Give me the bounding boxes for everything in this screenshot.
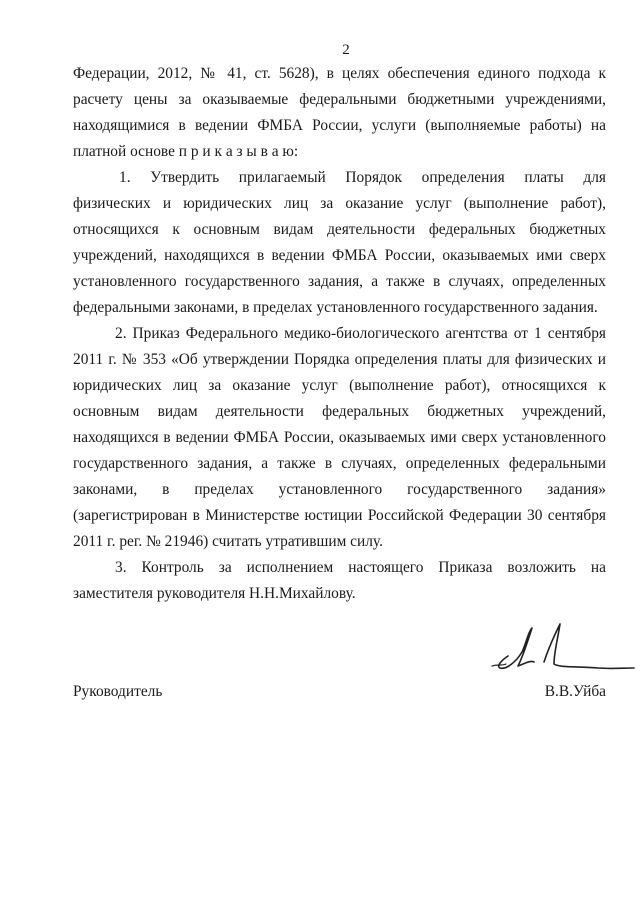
text-line: платной основе п р и к а з ы в а ю: xyxy=(73,143,299,160)
text-line: 1. Утвердить прилагаемый Порядок определения платы для xyxy=(119,169,606,186)
text-line: 2. Приказ Федерального медико-биологического агентства от 1 сентября xyxy=(115,325,606,342)
text-line: 2011 г. рег. № 21946) считать утратившим силу. xyxy=(73,533,383,550)
text-line: учреждений, находящихся в ведении ФМБА России, оказываемых ими сверх xyxy=(73,247,606,264)
text-line: установленного государственного задания, а также в случаях, определенных xyxy=(73,273,606,290)
text-line: находящихся в ведении ФМБА России, оказываемых ими сверх установленного xyxy=(73,429,606,446)
text-line: основным видам деятельности федеральных бюджетных учреждений, xyxy=(73,403,606,420)
text-line: государственного задания, а также в случаях, определенных федеральными xyxy=(73,455,606,472)
text-line: законами, в пределах установленного государственного задания» xyxy=(73,481,606,498)
signer-name: В.В.Уйба xyxy=(544,683,606,700)
text-line: находящимися в ведении ФМБА России, услуги (выполняемые работы) на xyxy=(73,117,606,134)
text-line: (зарегистрирован в Министерстве юстиции Российской Федерации 30 сентября xyxy=(73,507,606,524)
text-line: относящихся к основным видам деятельности федеральных бюджетных xyxy=(73,221,606,238)
signer-position: Руководитель xyxy=(73,683,163,700)
text-line: заместителя руководителя Н.Н.Михайлову. xyxy=(73,585,356,602)
text-line: 2011 г. № 353 «Об утверждении Порядка определения платы для физических и xyxy=(73,351,606,368)
text-line: 3. Контроль за исполнением настоящего Приказа возложить на xyxy=(115,559,606,576)
page-number: 2 xyxy=(342,42,350,58)
text-line: Федерации, 2012, № 41, ст. 5628), в целях обеспечения единого подхода к xyxy=(73,65,606,82)
text-line: расчету цены за оказываемые федеральными бюджетными учреждениями, xyxy=(73,91,606,108)
handwritten-signature xyxy=(488,610,638,680)
text-line: физических и юридических лиц за оказание услуг (выполнение работ), xyxy=(73,195,606,212)
text-line: юридических лиц за оказание услуг (выполнение работ), относящихся к xyxy=(73,377,606,394)
text-line: федеральными законами, в пределах установленного государственного задания. xyxy=(73,299,598,316)
